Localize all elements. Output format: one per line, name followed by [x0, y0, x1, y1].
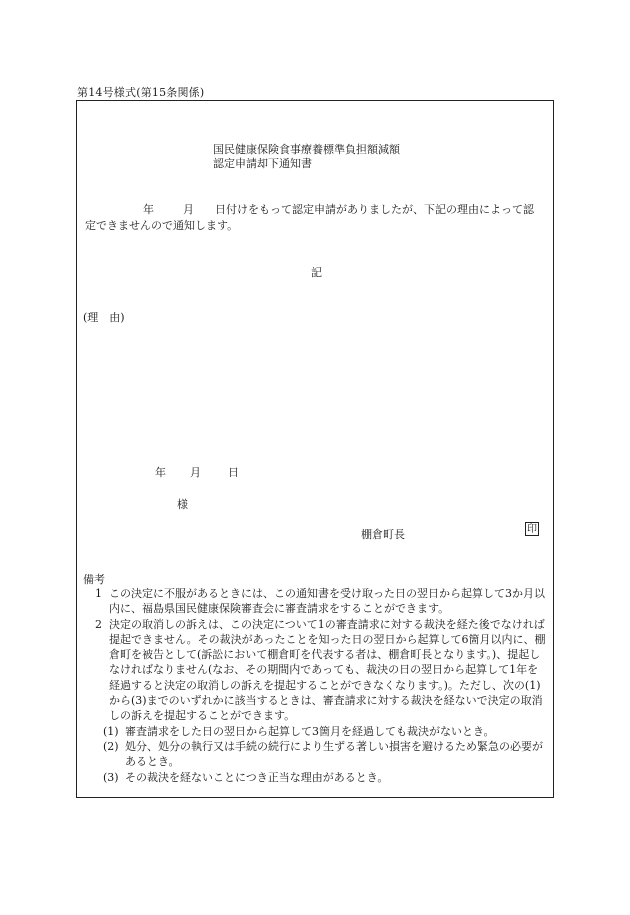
remarks-sub-item	[83, 724, 549, 739]
notice-year-label: 年	[143, 203, 154, 216]
notice-text-line2: 定できませんので通知します。	[85, 219, 239, 232]
date-month-label: 月	[190, 466, 201, 479]
addressee-suffix: 様	[177, 498, 188, 511]
remarks-sub-item-number: (2)	[103, 739, 119, 753]
remarks-sub-item	[83, 739, 549, 770]
date-day-label: 日	[228, 466, 239, 479]
remarks-heading: 備考	[83, 573, 105, 586]
document-title-line2: 認定申請却下通知書	[213, 157, 312, 170]
remarks-sub-item-text: その裁決を経ないことにつき正当な理由があるとき。	[125, 770, 389, 784]
notice-month-label: 月	[183, 203, 194, 216]
remarks-item-text: この決定に不服があるときには、この通知書を受け取った日の翌日から起算して3か月以内に、福島県国民健康保険審査会に審査請求をすることができます。	[109, 587, 545, 616]
remarks-item-number: 1	[95, 587, 102, 600]
remarks-item	[83, 586, 549, 617]
form-number-label: 第14号様式(第15条関係)	[77, 86, 205, 99]
remarks-list	[83, 586, 549, 785]
date-year-label: 年	[155, 466, 166, 479]
remarks-sub-item-text: 審査請求をした日の翌日から起算して3箇月を経過しても裁決がないとき。	[125, 724, 495, 738]
remarks-sub-item-text: 処分、処分の執行又は手続の続行により生ずる著しい損害を避けるため緊急の必要があるとき。	[125, 739, 543, 769]
seal-mark: 印	[527, 524, 537, 535]
remarks-item	[83, 617, 549, 724]
reason-label: (理 由)	[83, 311, 125, 324]
remarks-item-number: 2	[95, 617, 102, 631]
document-title-line1: 国民健康保険食事療養標準負担額減額	[213, 143, 400, 156]
notice-text-line1: 日付けをもって認定申請がありましたが、下記の理由によって認	[215, 203, 534, 216]
remarks-item-text: 決定の取消しの訴えは、この決定について1の審査請求に対する裁決を経た後でなければ提起できません。その裁決があったことを知った日の翌日から起算して6箇月以内に、棚倉町を被告として(訴訟において棚倉町を代表する者は、棚倉町長となります。)、提起しなければなりません(なお、その期間内であっても、裁決の日の翌日から起算して1年を経過すると決定の取消しの訴えを提起することができなくなります。)。ただし、次の(1)から(3)までのいずれかに該当するときは、審査請求に対する裁決を経ないで決定の取消しの訴えを提起することができます。	[109, 617, 546, 723]
issuer-name: 棚倉町長	[361, 528, 405, 541]
notice-form-frame	[76, 100, 554, 798]
remarks-sub-item-number: (1)	[103, 724, 119, 738]
ki-heading: 記	[311, 266, 322, 279]
remarks-sub-item	[83, 770, 549, 785]
remarks-sub-item-number: (3)	[103, 770, 119, 784]
